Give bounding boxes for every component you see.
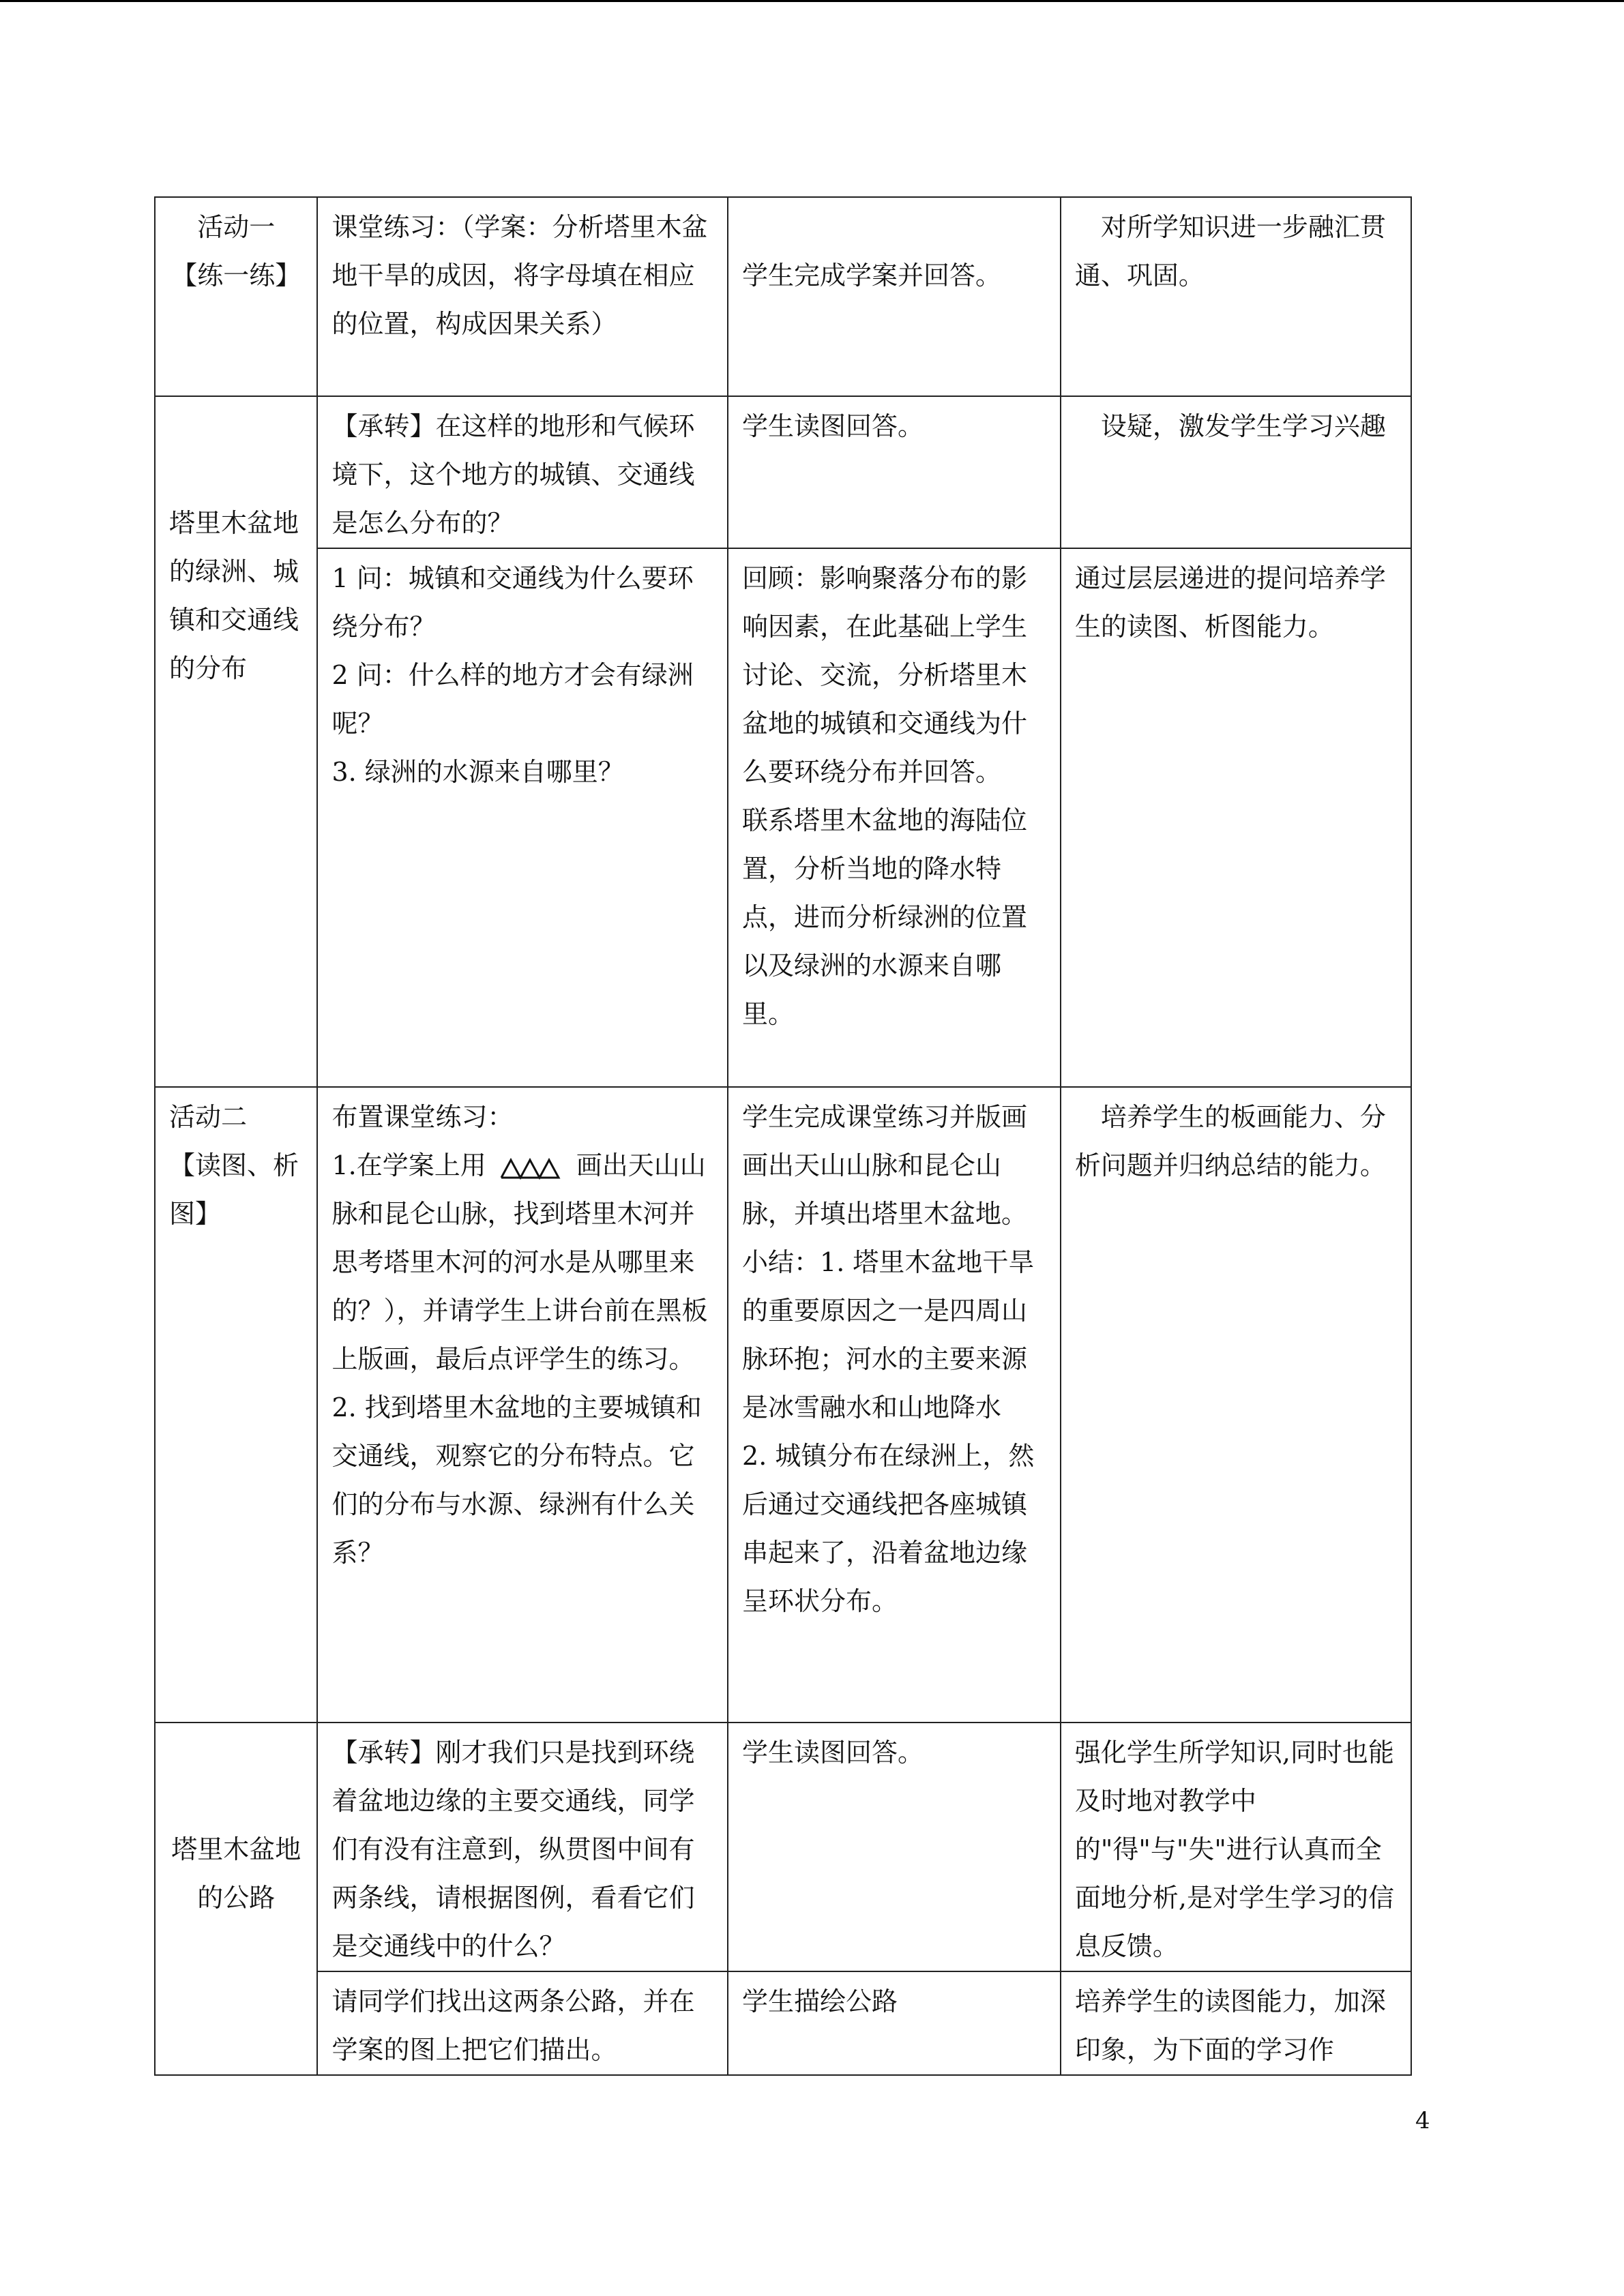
top-border-line (0, 0, 1624, 2)
student-text: 学生完成课堂练习并版画画出天山山脉和昆仑山脉，并填出塔里木盆地。 (742, 1102, 1028, 1229)
activity-cell (155, 197, 317, 396)
student-cell (728, 1971, 1061, 2075)
teacher-text: 3. 绿洲的水源来自哪里？ (331, 757, 624, 787)
student-text: 学生描绘公路 (742, 1986, 898, 2016)
teacher-text: 请同学们找出这两条公路，并在学案的图上把它们描出。 (331, 1986, 695, 2065)
activity-subtitle: 【读图、析图】 (169, 1150, 299, 1229)
page-number: 4 (1415, 2107, 1430, 2134)
purpose-text: 强化学生所学知识,同时也能及时地对教学中的"得"与"失"进行认真而全面地分析,是对学生学习的信息反馈。 (1074, 1738, 1394, 1961)
student-text: 学生读图回答。 (742, 1738, 924, 1768)
mountain-symbol-icon (499, 1154, 564, 1182)
purpose-cell (1061, 396, 1411, 548)
table-row (155, 1971, 1411, 2075)
student-text: 联系塔里木盆地的海陆位置，分析当地的降水特点，进而分析绿洲的位置以及绿洲的水源来自哪里。 (742, 805, 1028, 1029)
purpose-cell (1061, 1723, 1411, 1971)
lesson-plan-table (154, 196, 1412, 2076)
activity-title: 活动一 (197, 212, 276, 242)
table-row (155, 1723, 1411, 1971)
student-cell (728, 548, 1061, 1087)
activity-cell (155, 1723, 317, 2075)
teacher-text: 布置课堂练习： (331, 1102, 514, 1132)
teacher-cell (317, 1723, 728, 1971)
activity-title: 活动二 (169, 1102, 248, 1132)
teacher-cell (317, 1087, 728, 1723)
activity-cell (155, 396, 317, 1087)
activity-cell (155, 1087, 317, 1723)
teacher-text: 2 问：什么样的地方才会有绿洲呢？ (331, 660, 694, 739)
purpose-text: 设疑，激发学生学习兴趣 (1100, 411, 1386, 441)
purpose-text: 对所学知识进一步融汇贯通、巩固。 (1074, 212, 1386, 290)
table-row (155, 548, 1411, 1087)
teacher-text: 1 问：城镇和交通线为什么要环绕分布？ (331, 563, 694, 642)
purpose-text: 通过层层递进的提问培养学生的读图、析图能力。 (1074, 563, 1386, 642)
purpose-cell (1061, 1087, 1411, 1723)
teacher-cell (317, 1971, 728, 2075)
teacher-cell (317, 548, 728, 1087)
table-row (155, 396, 1411, 548)
teacher-text: 【承转】刚才我们只是找到环绕着盆地边缘的主要交通线，同学们有没有注意到，纵贯图中间有两条线，请根据图例，看看它们是交通线中的什么？ (331, 1738, 695, 1961)
student-cell (728, 197, 1061, 396)
table-row (155, 1087, 1411, 1723)
purpose-cell (1061, 197, 1411, 396)
activity-title: 塔里木盆地的公路 (171, 1834, 301, 1913)
student-text: 学生读图回答。 (742, 411, 924, 441)
table-row (155, 197, 1411, 396)
teacher-text (331, 1142, 713, 1384)
student-text: 小结：1. 塔里木盆地干旱的重要原因之一是四周山脉环抱；河水的主要来源是冰雪融水和山地降水 (742, 1247, 1035, 1422)
teacher-text: 【承转】在这样的地形和气候环境下，这个地方的城镇、交通线是怎么分布的？ (331, 411, 695, 538)
student-text: 回顾：影响聚落分布的影响因素，在此基础上学生讨论、交流，分析塔里木盆地的城镇和交通线为什么要环绕分布并回答。 (742, 563, 1028, 787)
purpose-text: 培养学生的板画能力、分析问题并归纳总结的能力。 (1074, 1102, 1386, 1180)
teacher-cell (317, 197, 728, 396)
student-text: 学生完成学案并回答。 (742, 260, 1002, 290)
teacher-text: 课堂练习：（学案：分析塔里木盆地干旱的成因，将字母填在相应的位置，构成因果关系） (331, 212, 708, 339)
teacher-text-start: 1.在学案上用 (331, 1150, 486, 1180)
student-cell (728, 396, 1061, 548)
student-text: 2. 城镇分布在绿洲上，然后通过交通线把各座城镇串起来了，沿着盆地边缘呈环状分布。 (742, 1441, 1035, 1616)
teacher-text-end: 画出天山山脉和昆仑山脉，找到塔里木河并思考塔里木河的河水是从哪里来的？），并请学生上讲台前在黑板上版画，最后点评学生的练习。 (331, 1150, 708, 1374)
purpose-text: 培养学生的读图能力，加深印象，为下面的学习作 (1074, 1986, 1386, 2065)
teacher-text: 2. 找到塔里木盆地的主要城镇和交通线，观察它的分布特点。它们的分布与水源、绿洲有什么关系？ (331, 1392, 702, 1568)
teacher-cell (317, 396, 728, 548)
activity-title: 塔里木盆地的绿洲、城镇和交通线的分布 (169, 508, 299, 683)
student-cell (728, 1723, 1061, 1971)
activity-subtitle: 【练一练】 (171, 260, 301, 290)
student-cell (728, 1087, 1061, 1723)
purpose-cell (1061, 1971, 1411, 2075)
purpose-cell (1061, 548, 1411, 1087)
